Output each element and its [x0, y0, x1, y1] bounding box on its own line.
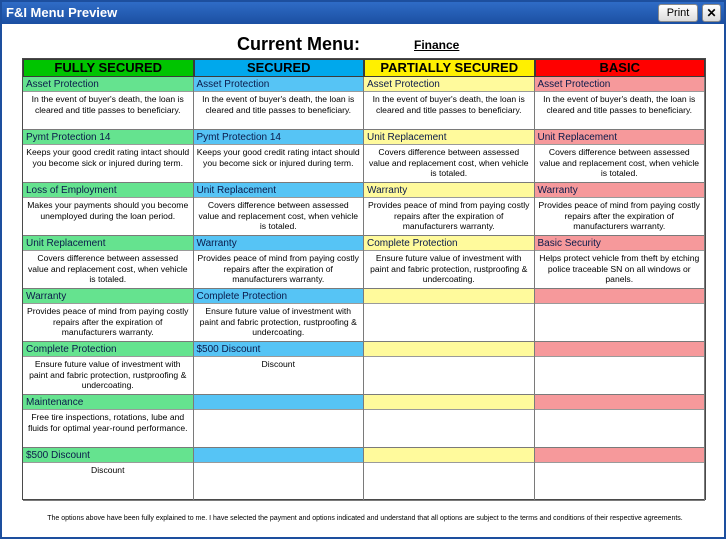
menu-option-cell	[535, 395, 706, 448]
option-title: Complete Protection	[194, 289, 364, 304]
menu-option-cell	[535, 342, 706, 395]
option-title: Asset Protection	[23, 77, 193, 92]
menu-option-cell[interactable]	[194, 236, 365, 289]
option-description	[194, 410, 364, 412]
menu-option-cell	[535, 448, 706, 501]
option-description	[364, 304, 534, 306]
option-title: Warranty	[23, 289, 193, 304]
option-description: Keeps your good credit rating intact should you become sick or injured during term.	[26, 147, 190, 168]
option-title: Warranty	[194, 236, 364, 251]
window-title: F&I Menu Preview	[6, 5, 118, 20]
menu-option-cell	[364, 395, 535, 448]
menu-option-cell[interactable]	[23, 448, 194, 501]
menu-option-cell	[535, 289, 706, 342]
option-title: $500 Discount	[194, 342, 364, 357]
option-title	[194, 448, 364, 463]
menu-option-cell	[364, 289, 535, 342]
option-description: Free tire inspections, rotations, lube and fluids for optimal year-round performance.	[27, 412, 188, 433]
menu-option-cell[interactable]	[535, 77, 706, 130]
option-title	[535, 289, 705, 304]
option-description: Keeps your good credit rating intact should you become sick or injured during term.	[196, 147, 360, 168]
option-title: Asset Protection	[535, 77, 705, 92]
option-title	[364, 342, 534, 357]
option-description	[194, 463, 364, 465]
close-icon[interactable]: ✕	[702, 4, 721, 22]
menu-option-cell[interactable]	[23, 130, 194, 183]
menu-option-cell[interactable]	[535, 183, 706, 236]
option-description: Ensure future value of investment with paint and fabric protection, rustproofing & undercoating.	[199, 306, 357, 338]
option-title: Unit Replacement	[23, 236, 193, 251]
menu-option-cell[interactable]	[23, 77, 194, 130]
option-title	[364, 395, 534, 410]
menu-option-cell	[194, 395, 365, 448]
menu-option-cell[interactable]	[535, 236, 706, 289]
option-description	[364, 463, 534, 465]
menu-option-cell[interactable]	[194, 342, 365, 395]
menu-option-cell	[364, 448, 535, 501]
option-title: Maintenance	[23, 395, 193, 410]
menu-option-cell[interactable]	[364, 236, 535, 289]
column-header-partially-secured: PARTIALLY SECURED	[364, 59, 535, 77]
disclaimer-text: The options above have been fully explained to me. I have selected the payment and options indicated and understand that all options are subject to the terms and conditions of their respective agreements.	[47, 515, 683, 522]
menu-option-cell[interactable]	[194, 289, 365, 342]
option-title: Unit Replacement	[194, 183, 364, 198]
option-description	[364, 357, 534, 359]
menu-option-cell[interactable]	[194, 77, 365, 130]
option-title: Pymt Protection 14	[23, 130, 193, 145]
menu-option-cell[interactable]	[364, 130, 535, 183]
menu-option-cell[interactable]	[194, 183, 365, 236]
menu-option-cell	[194, 448, 365, 501]
option-description	[364, 410, 534, 412]
option-description: Ensure future value of investment with paint and fabric protection, rustproofing & undercoating.	[29, 359, 187, 391]
menu-option-cell[interactable]	[364, 77, 535, 130]
option-title: Basic Security	[535, 236, 705, 251]
option-description: In the event of buyer's death, the loan is cleared and title passes to beneficiary.	[543, 94, 696, 115]
option-title: Complete Protection	[364, 236, 534, 251]
option-description: In the event of buyer's death, the loan is cleared and title passes to beneficiary.	[202, 94, 355, 115]
option-title: Asset Protection	[364, 77, 534, 92]
option-description	[535, 410, 705, 412]
title-bar	[2, 2, 724, 24]
menu-option-cell[interactable]	[23, 236, 194, 289]
menu-option-cell[interactable]	[535, 130, 706, 183]
option-title: Warranty	[364, 183, 534, 198]
option-description: Helps protect vehicle from theft by etching police traceable SN on all windows or panels.	[539, 253, 700, 285]
menu-grid	[22, 58, 706, 500]
option-title	[535, 448, 705, 463]
option-title: Unit Replacement	[535, 130, 705, 145]
option-description: Ensure future value of investment with paint and fabric protection, rustproofing & undercoating.	[370, 253, 528, 285]
menu-option-cell[interactable]	[23, 342, 194, 395]
option-description: Provides peace of mind from paying costly repairs after the expiration of manufacturers warranty.	[27, 306, 189, 338]
option-title: Loss of Employment	[23, 183, 193, 198]
option-title	[364, 289, 534, 304]
option-title	[194, 395, 364, 410]
menu-option-cell[interactable]	[194, 130, 365, 183]
menu-option-cell[interactable]	[23, 289, 194, 342]
option-description: Discount	[261, 359, 295, 369]
option-title: Warranty	[535, 183, 705, 198]
option-description	[535, 357, 705, 359]
option-description: Makes your payments should you become unemployed during the loan period.	[27, 200, 189, 221]
column-header-basic: BASIC	[535, 59, 706, 77]
option-title	[535, 395, 705, 410]
option-title: $500 Discount	[23, 448, 193, 463]
option-title	[364, 448, 534, 463]
option-description: Covers difference between assessed value and replacement cost, when vehicle is totaled.	[539, 147, 700, 179]
print-button[interactable]: Print	[658, 4, 698, 22]
option-title	[535, 342, 705, 357]
option-description: Covers difference between assessed value and replacement cost, when vehicle is totaled.	[198, 200, 359, 232]
menu-option-cell[interactable]	[23, 395, 194, 448]
option-title: Asset Protection	[194, 77, 364, 92]
option-title: Pymt Protection 14	[194, 130, 364, 145]
option-description: Covers difference between assessed value and replacement cost, when vehicle is totaled.	[368, 147, 529, 179]
option-description: Provides peace of mind from paying costly repairs after the expiration of manufacturers warranty.	[197, 253, 359, 285]
menu-option-cell[interactable]	[364, 183, 535, 236]
menu-option-cell[interactable]	[23, 183, 194, 236]
option-description: In the event of buyer's death, the loan is cleared and title passes to beneficiary.	[31, 94, 184, 115]
column-header-secured: SECURED	[194, 59, 365, 77]
option-description	[535, 304, 705, 306]
option-description: Provides peace of mind from paying costly repairs after the expiration of manufacturers warranty.	[368, 200, 530, 232]
menu-name-link[interactable]: Finance	[414, 38, 460, 52]
option-description: Discount	[91, 465, 125, 475]
option-description	[535, 463, 705, 465]
menu-option-cell	[364, 342, 535, 395]
option-description: Covers difference between assessed value and replacement cost, when vehicle is totaled.	[27, 253, 188, 285]
option-title: Unit Replacement	[364, 130, 534, 145]
column-header-fully-secured: FULLY SECURED	[23, 59, 194, 77]
option-title: Complete Protection	[23, 342, 193, 357]
option-description: Provides peace of mind from paying costly repairs after the expiration of manufacturers warranty.	[538, 200, 700, 232]
option-description: In the event of buyer's death, the loan is cleared and title passes to beneficiary.	[372, 94, 525, 115]
page-title: Current Menu:	[237, 34, 360, 54]
